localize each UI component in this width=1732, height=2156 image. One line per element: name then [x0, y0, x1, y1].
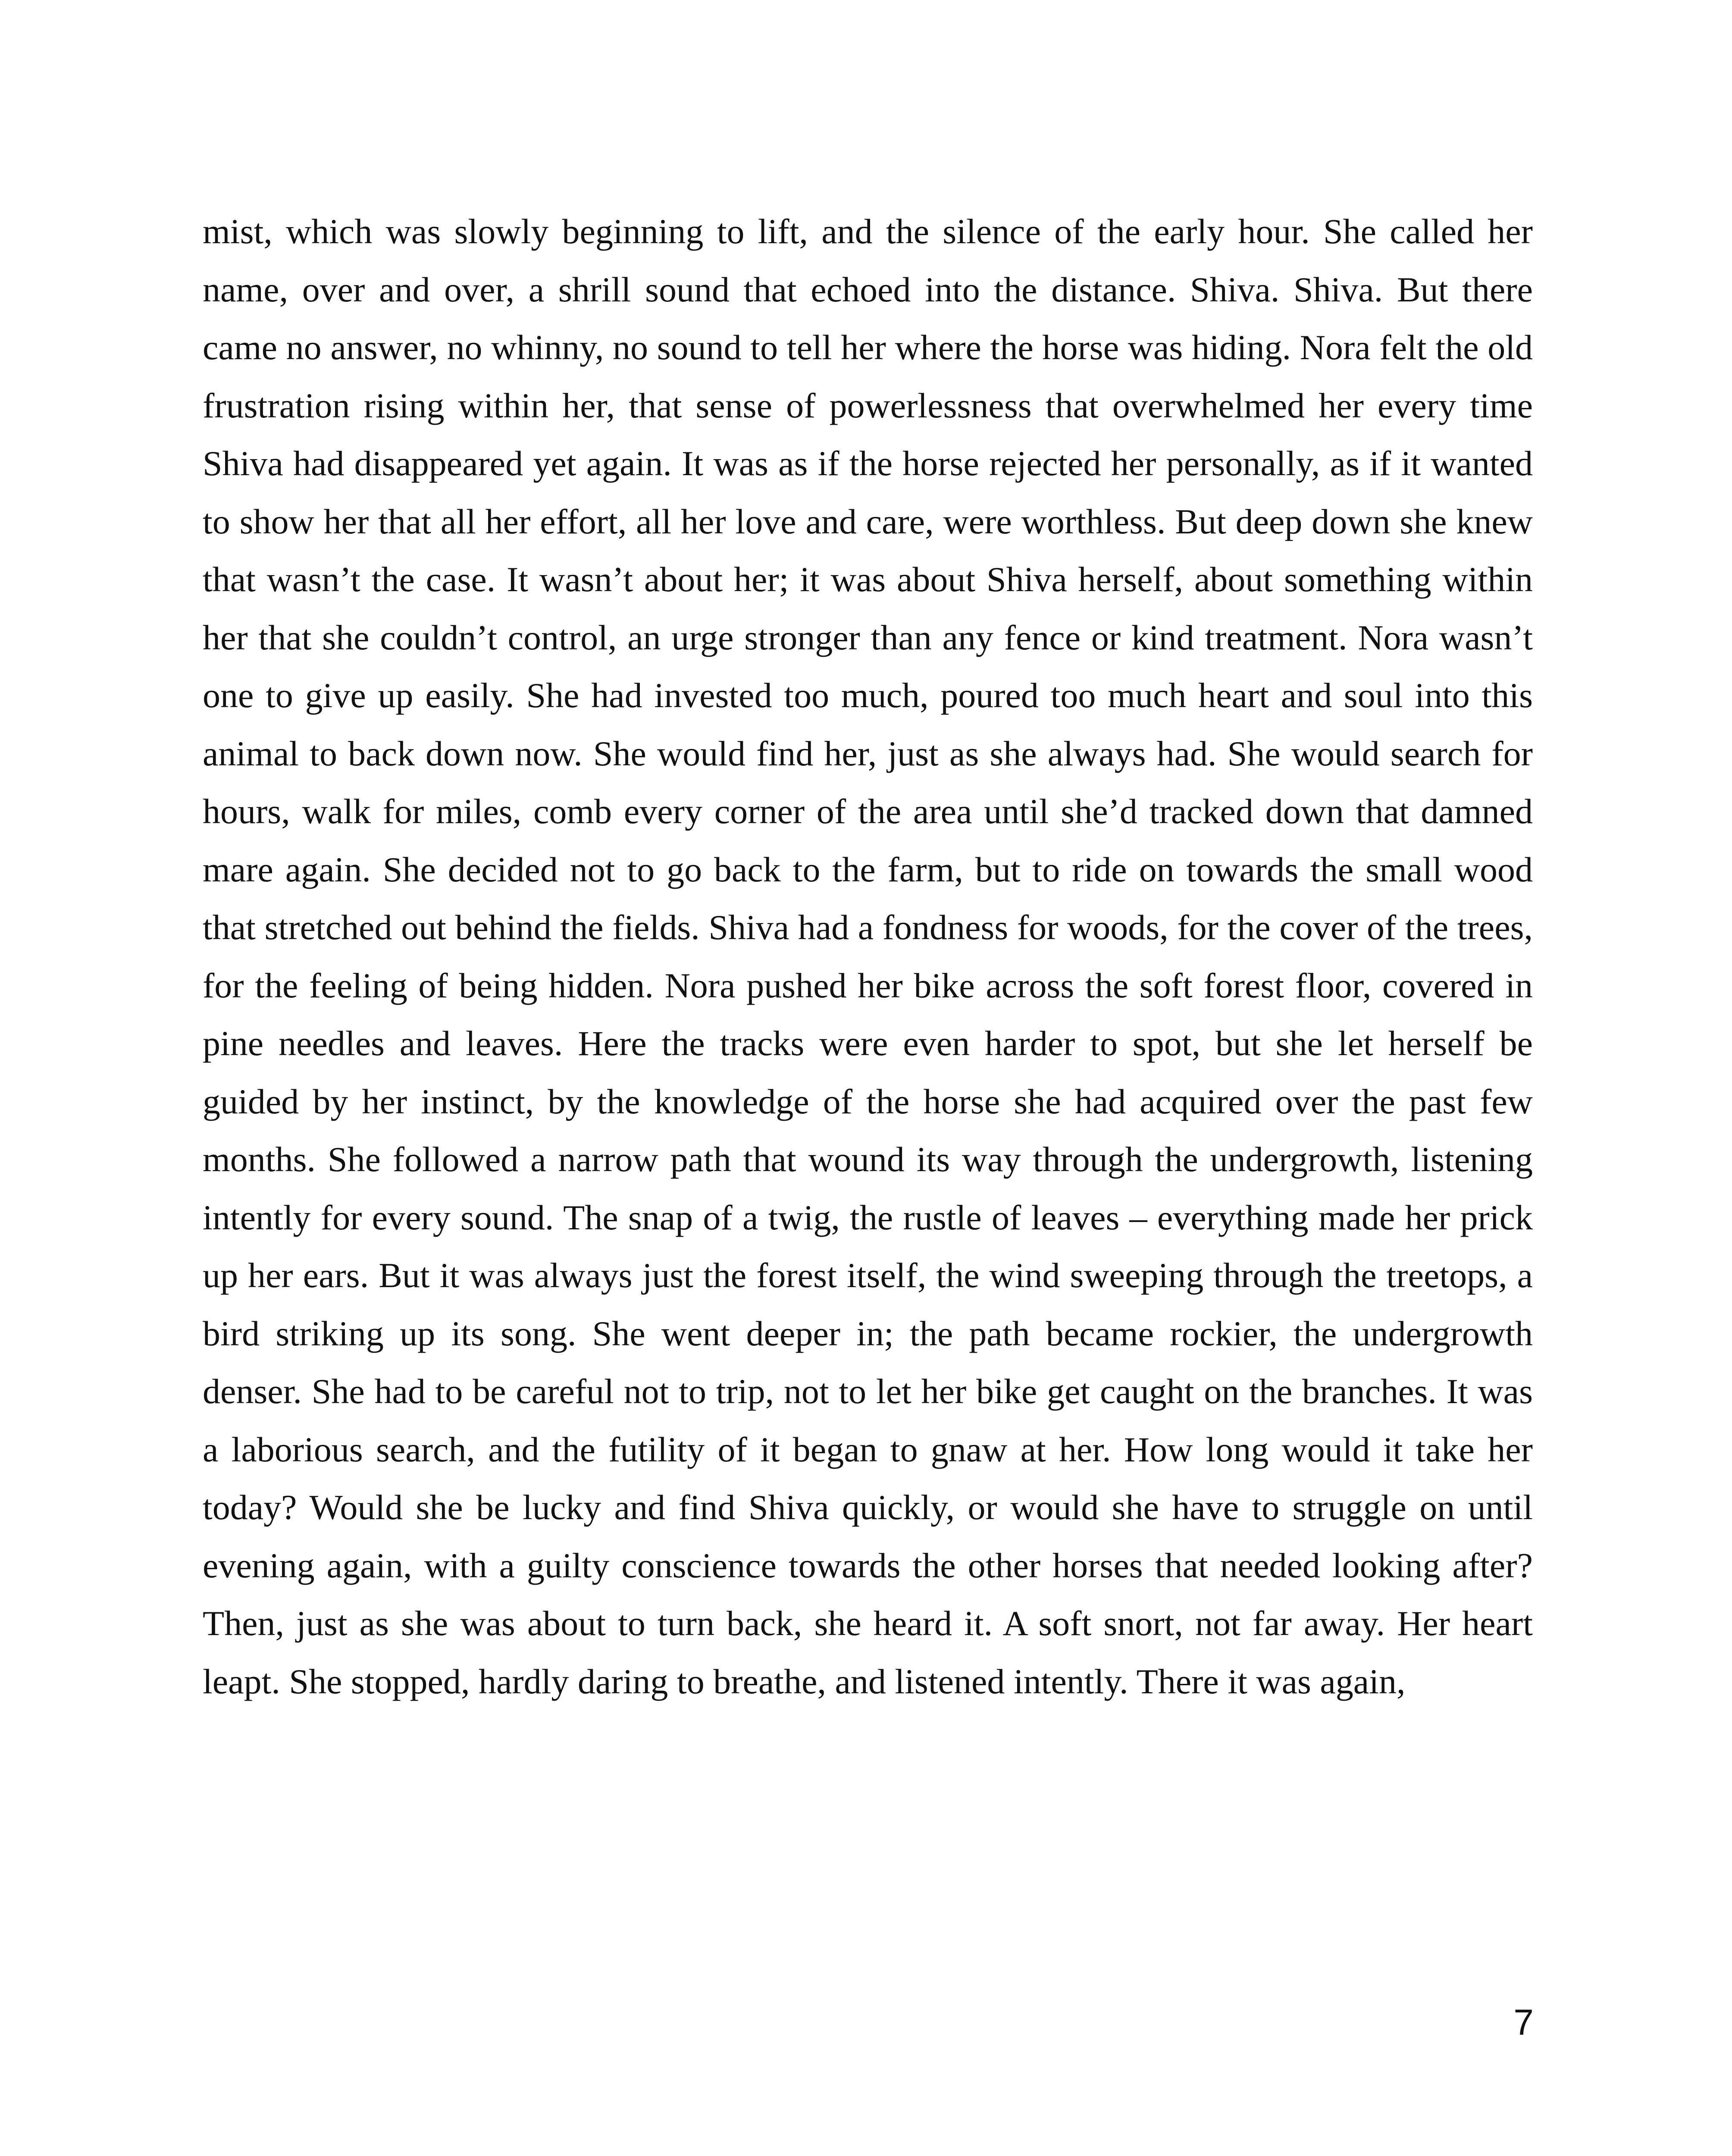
body-paragraph: mist, which was slowly beginning to lift, and the silence of the early hour. She called her name, over and over, a shrill sound that echoed into the distance. Shiva. Shiva. But there came no answer, no whinny, no sound to tell her where the horse was hiding. Nora felt the old frustration rising within her, that sense of powerlessness that overwhelmed her every time Shiva had disappeared yet again. It was as if the horse rejected her personally, as if it wanted to show her that all her effort, all her love and care, were worthless. But deep down she knew that wasn’t the case. It wasn’t about her; it was about Shiva herself, about something within her that she couldn’t control, an urge stronger than any fence or kind treatment. Nora wasn’t one to give up easily. She had invested too much, poured too much heart and soul into this animal to back down now. She would find her, just as she always had. She would search for hours, walk for miles, comb every corner of the area until she’d tracked down that damned mare again. She decided not to go back to the farm, but to ride on towards the small wood that stretched out behind the fields. Shiva had a fondness for woods, for the cover of the trees, for the feeling of being hidden. Nora pushed her bike across the soft forest floor, covered in pine needles and leaves. Here the tracks were even harder to spot, but she let herself be guided by her instinct, by the knowledge of the horse she had acquired over the past few months. She followed a narrow path that wound its way through the undergrowth, listening intently for every sound. The snap of a twig, the rustle of leaves – everything made her prick up her ears. But it was always just the forest itself, the wind sweeping through the treetops, a bird striking up its song. She went deeper in; the path became rockier, the undergrowth denser. She had to be careful not to trip, not to let her bike get caught on the branches. It was a laborious search, and the futility of it began to gnaw at her. How long would it take her today? Would she be lucky and find Shiva quickly, or would she have to struggle on until evening again, with a guilty conscience towards the other horses that needed looking after? Then, just as she was about to turn back, she heard it. A soft snort, not far away. Her heart leapt. She stopped, hardly daring to breathe, and listened intently. There it was again,: [203, 212, 1533, 1701]
page-number: 7: [1513, 2002, 1534, 2043]
